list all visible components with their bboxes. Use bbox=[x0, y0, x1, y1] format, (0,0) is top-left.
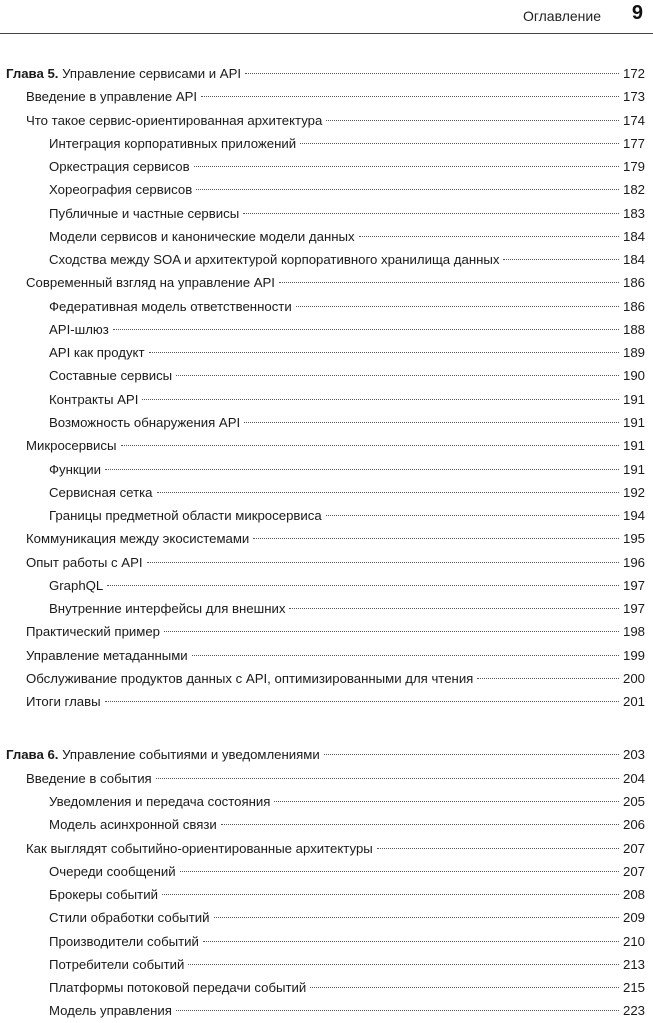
table-of-contents bbox=[0, 62, 645, 1023]
chapter-prefix: Глава 6. bbox=[6, 747, 59, 763]
toc-section-entry[interactable] bbox=[0, 690, 645, 713]
leader-dots bbox=[289, 608, 619, 609]
leader-dots bbox=[164, 631, 619, 632]
leader-dots bbox=[274, 801, 619, 802]
toc-subsection-entry[interactable] bbox=[0, 225, 645, 248]
leader-dots bbox=[192, 655, 619, 656]
toc-entry-label: Модели сервисов и канонические модели данных bbox=[49, 228, 355, 244]
leader-dots bbox=[162, 894, 619, 895]
toc-section-entry[interactable] bbox=[0, 109, 645, 132]
toc-page-number: 210 bbox=[622, 933, 645, 949]
toc-entry-label: Управление метаданными bbox=[26, 647, 188, 663]
toc-page-number: 190 bbox=[622, 368, 645, 384]
toc-subsection-entry[interactable] bbox=[0, 790, 645, 813]
toc-page-number: 184 bbox=[622, 252, 645, 268]
toc-page-number: 213 bbox=[622, 956, 645, 972]
leader-dots bbox=[147, 562, 619, 563]
leader-dots bbox=[324, 754, 619, 755]
toc-page-number: 191 bbox=[622, 438, 645, 454]
toc-chapter-label bbox=[6, 743, 320, 766]
toc-subsection-entry[interactable] bbox=[0, 132, 645, 155]
toc-page-number: 205 bbox=[622, 793, 645, 809]
toc-subsection-entry[interactable] bbox=[0, 295, 645, 318]
leader-dots bbox=[180, 871, 619, 872]
toc-entry-label: Итоги главы bbox=[26, 694, 101, 710]
toc-entry-label: Контракты API bbox=[49, 391, 139, 407]
toc-section-entry[interactable] bbox=[0, 434, 645, 457]
toc-subsection-entry[interactable] bbox=[0, 976, 645, 999]
leader-dots bbox=[107, 585, 619, 586]
toc-entry-label: Практический пример bbox=[26, 624, 161, 640]
leader-dots bbox=[377, 848, 619, 849]
leader-dots bbox=[245, 73, 619, 74]
toc-page-number: 189 bbox=[622, 345, 645, 361]
toc-subsection-entry[interactable] bbox=[0, 248, 645, 271]
toc-entry-label: Обслуживание продуктов данных с API, оптимизированными для чтения bbox=[26, 670, 474, 686]
toc-subsection-entry[interactable] bbox=[0, 813, 645, 836]
toc-entry-label: Федеративная модель ответственности bbox=[49, 298, 292, 314]
toc-subsection-entry[interactable] bbox=[0, 202, 645, 225]
toc-page-number: 198 bbox=[622, 624, 645, 640]
toc-subsection-entry[interactable] bbox=[0, 953, 645, 976]
toc-page-number: 186 bbox=[622, 298, 645, 314]
toc-page-number: 174 bbox=[622, 112, 645, 128]
toc-subsection-entry[interactable] bbox=[0, 318, 645, 341]
leader-dots bbox=[221, 824, 619, 825]
leader-dots bbox=[477, 678, 619, 679]
toc-page-number: 215 bbox=[622, 980, 645, 996]
toc-entry-label: Производители событий bbox=[49, 933, 199, 949]
leader-dots bbox=[157, 492, 619, 493]
leader-dots bbox=[194, 166, 619, 167]
toc-entry-label: Составные сервисы bbox=[49, 368, 173, 384]
leader-dots bbox=[503, 259, 619, 260]
toc-page-number: 183 bbox=[622, 205, 645, 221]
toc-entry-label: Брокеры событий bbox=[49, 887, 158, 903]
leader-dots bbox=[214, 917, 619, 918]
toc-page-number: 195 bbox=[622, 531, 645, 547]
toc-subsection-entry[interactable] bbox=[0, 341, 645, 364]
leader-dots bbox=[253, 538, 619, 539]
toc-page-number: 201 bbox=[622, 694, 645, 710]
toc-entry-label: API как продукт bbox=[49, 345, 145, 361]
toc-section-entry[interactable] bbox=[0, 85, 645, 108]
toc-subsection-entry[interactable] bbox=[0, 504, 645, 527]
toc-subsection-entry[interactable] bbox=[0, 364, 645, 387]
leader-dots bbox=[156, 778, 619, 779]
toc-page-number: 186 bbox=[622, 275, 645, 291]
toc-page-number: 191 bbox=[622, 461, 645, 477]
toc-chapter-entry[interactable] bbox=[0, 743, 645, 766]
header-divider bbox=[0, 33, 653, 34]
chapter-title: Управление событиями и уведомлениями bbox=[62, 747, 320, 763]
toc-section-entry[interactable] bbox=[0, 551, 645, 574]
leader-dots bbox=[105, 701, 619, 702]
toc-section-entry[interactable] bbox=[0, 667, 645, 690]
toc-entry-label: Публичные и частные сервисы bbox=[49, 205, 240, 221]
leader-dots bbox=[149, 352, 619, 353]
leader-dots bbox=[196, 189, 619, 190]
toc-entry-label: Микросервисы bbox=[26, 438, 117, 454]
toc-entry-label: Платформы потоковой передачи событий bbox=[49, 980, 307, 996]
toc-page-number: 173 bbox=[622, 89, 645, 105]
toc-section-entry[interactable] bbox=[0, 620, 645, 643]
leader-dots bbox=[121, 445, 619, 446]
toc-page-number: 182 bbox=[622, 182, 645, 198]
toc-page-number: 192 bbox=[622, 484, 645, 500]
toc-chapter-label bbox=[6, 62, 241, 85]
toc-page-number: 184 bbox=[622, 228, 645, 244]
toc-page-number: 196 bbox=[622, 554, 645, 570]
toc-subsection-entry[interactable] bbox=[0, 883, 645, 906]
leader-dots bbox=[326, 515, 619, 516]
toc-subsection-entry[interactable] bbox=[0, 906, 645, 929]
toc-subsection-entry[interactable] bbox=[0, 999, 645, 1022]
toc-entry-label: GraphQL bbox=[49, 577, 104, 593]
leader-dots bbox=[201, 96, 619, 97]
toc-entry-label: Потребители событий bbox=[49, 956, 185, 972]
toc-entry-label: Очереди сообщений bbox=[49, 863, 176, 879]
toc-page-number: 209 bbox=[622, 910, 645, 926]
toc-subsection-entry[interactable] bbox=[0, 481, 645, 504]
toc-entry-label: Модель управления bbox=[49, 1003, 172, 1019]
toc-entry-label: Сервисная сетка bbox=[49, 484, 153, 500]
toc-page-number: 199 bbox=[622, 647, 645, 663]
leader-dots bbox=[300, 143, 619, 144]
toc-page-number: 200 bbox=[622, 670, 645, 686]
toc-page-number: 191 bbox=[622, 391, 645, 407]
leader-dots bbox=[203, 941, 619, 942]
toc-page-number: 223 bbox=[622, 1003, 645, 1019]
toc-entry-label: Введение в события bbox=[26, 770, 152, 786]
leader-dots bbox=[188, 964, 619, 965]
toc-subsection-entry[interactable] bbox=[0, 388, 645, 411]
toc-entry-label: Современный взгляд на управление API bbox=[26, 275, 275, 291]
toc-subsection-entry[interactable] bbox=[0, 155, 645, 178]
toc-page-number: 203 bbox=[622, 747, 645, 763]
page-header bbox=[0, 0, 653, 34]
toc-subsection-entry[interactable] bbox=[0, 178, 645, 201]
toc-subsection-entry[interactable] bbox=[0, 860, 645, 883]
toc-entry-label: Функции bbox=[49, 461, 101, 477]
toc-entry-label: Как выглядят событийно-ориентированные архитектуры bbox=[26, 840, 373, 856]
toc-subsection-entry[interactable] bbox=[0, 574, 645, 597]
toc-page-number: 197 bbox=[622, 601, 645, 617]
toc-page-number: 172 bbox=[622, 66, 645, 81]
leader-dots bbox=[142, 399, 619, 400]
toc-entry-label: Введение в управление API bbox=[26, 89, 198, 105]
toc-section-entry[interactable] bbox=[0, 271, 645, 294]
toc-page-number: 194 bbox=[622, 508, 645, 524]
toc-entry-label: Внутренние интерфейсы для внешних bbox=[49, 601, 286, 617]
toc-entry-label: Границы предметной области микросервиса bbox=[49, 508, 322, 524]
toc-page-number: 177 bbox=[622, 135, 645, 151]
toc-page-number: 207 bbox=[622, 863, 645, 879]
chapter-title: Управление сервисами и API bbox=[62, 66, 242, 81]
toc-entry-label: Хореография сервисов bbox=[49, 182, 193, 198]
toc-entry-label: Коммуникация между экосистемами bbox=[26, 531, 250, 547]
toc-chapter-entry[interactable] bbox=[0, 62, 645, 85]
toc-entry-label: API-шлюз bbox=[49, 321, 109, 337]
toc-subsection-entry[interactable] bbox=[0, 458, 645, 481]
chapter-gap bbox=[0, 713, 645, 743]
toc-entry-label: Возможность обнаружения API bbox=[49, 414, 241, 430]
toc-page-number: 191 bbox=[622, 414, 645, 430]
toc-entry-label: Стили обработки событий bbox=[49, 910, 210, 926]
chapter-prefix: Глава 5. bbox=[6, 66, 59, 81]
toc-page-number: 179 bbox=[622, 159, 645, 175]
toc-subsection-entry[interactable] bbox=[0, 597, 645, 620]
toc-entry-label: Интеграция корпоративных приложений bbox=[49, 135, 297, 151]
leader-dots bbox=[296, 306, 619, 307]
toc-page-number: 204 bbox=[622, 770, 645, 786]
toc-entry-label: Сходства между SOA и архитектурой корпоративного хранилища данных bbox=[49, 252, 500, 268]
toc-section-entry[interactable] bbox=[0, 527, 645, 550]
leader-dots bbox=[310, 987, 619, 988]
leader-dots bbox=[105, 469, 619, 470]
running-header-title: Оглавление bbox=[522, 8, 601, 24]
toc-subsection-entry[interactable] bbox=[0, 411, 645, 434]
toc-page-number: 188 bbox=[622, 321, 645, 337]
toc-entry-label: Оркестрация сервисов bbox=[49, 159, 190, 175]
leader-dots bbox=[113, 329, 619, 330]
toc-page-number: 208 bbox=[622, 887, 645, 903]
toc-section-entry[interactable] bbox=[0, 644, 645, 667]
toc-section-entry[interactable] bbox=[0, 767, 645, 790]
toc-page-number: 197 bbox=[622, 577, 645, 593]
leader-dots bbox=[176, 1010, 619, 1011]
page-number: 9 bbox=[631, 2, 643, 24]
leader-dots bbox=[326, 120, 619, 121]
toc-subsection-entry[interactable] bbox=[0, 930, 645, 953]
toc-entry-label: Модель асинхронной связи bbox=[49, 817, 217, 833]
leader-dots bbox=[176, 375, 619, 376]
toc-entry-label: Что такое сервис-ориентированная архитектура bbox=[26, 112, 323, 128]
toc-entry-label: Опыт работы с API bbox=[26, 554, 143, 570]
toc-entry-label: Уведомления и передача состояния bbox=[49, 793, 271, 809]
toc-section-entry[interactable] bbox=[0, 837, 645, 860]
leader-dots bbox=[244, 422, 619, 423]
toc-page-number: 206 bbox=[622, 817, 645, 833]
leader-dots bbox=[279, 282, 619, 283]
leader-dots bbox=[243, 213, 619, 214]
leader-dots bbox=[359, 236, 619, 237]
toc-page-number: 207 bbox=[622, 840, 645, 856]
